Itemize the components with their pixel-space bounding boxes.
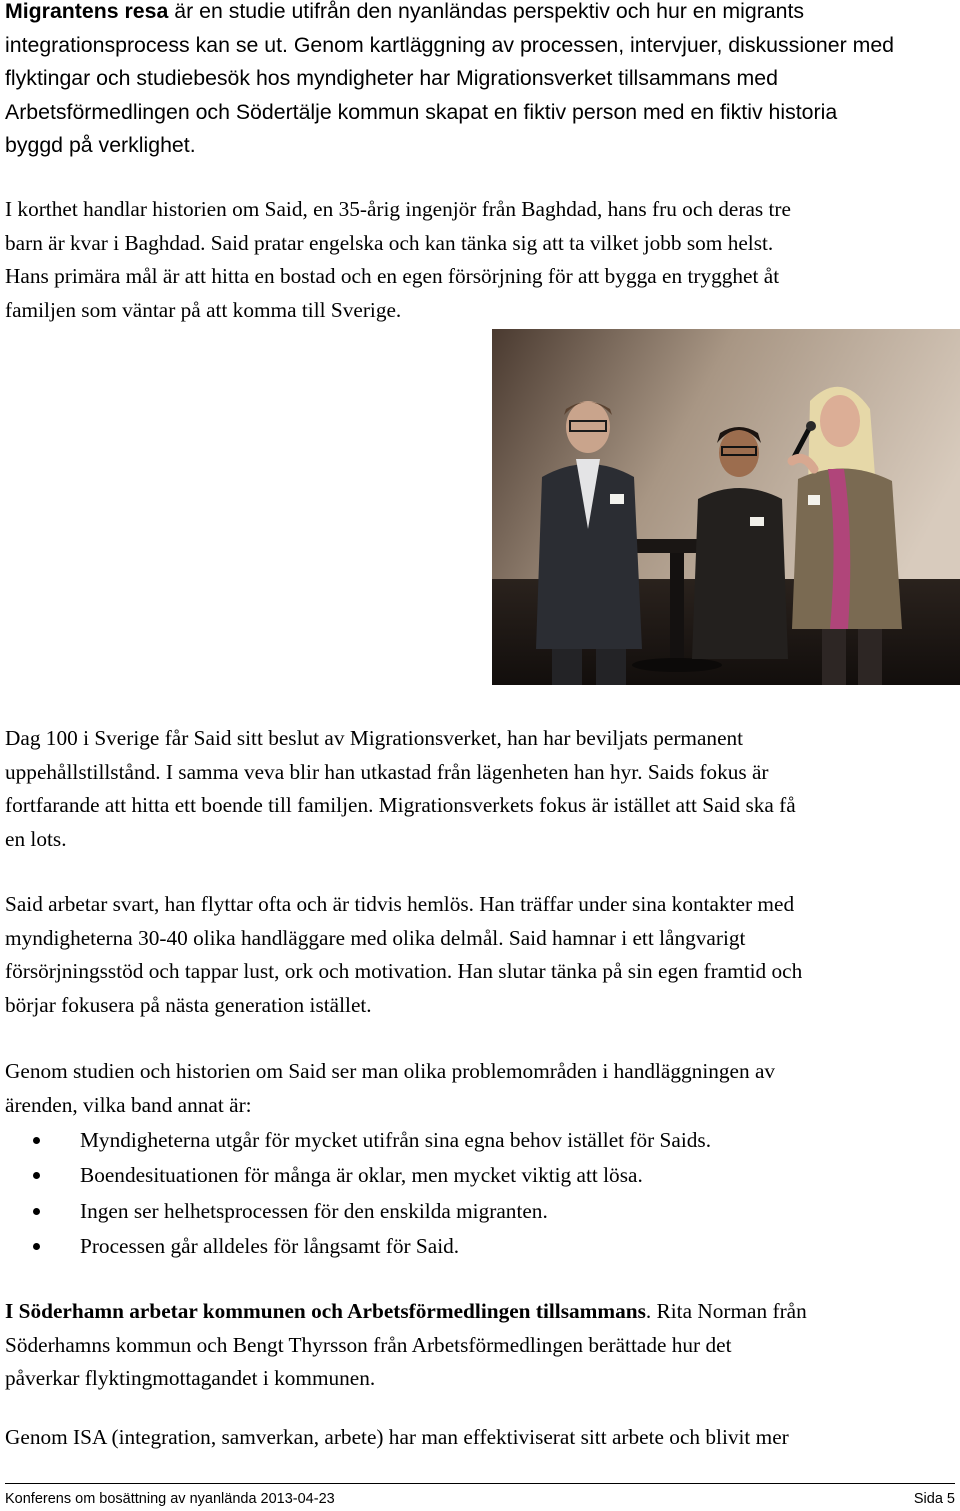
day100-line-3: fortfarande att hitta ett boende till familjen. Migrationsverkets fokus är istället att Said ska få [5,793,796,817]
problem-list [5,1123,955,1264]
story-paragraph [5,193,955,327]
intro-line-2: integrationsprocess kan se ut. Genom kartläggning av processen, intervjuer, diskussioner med [5,32,895,57]
bullet-icon [33,1208,40,1215]
intro-line-5: byggd på verklighet. [5,133,196,157]
soderhamn-line-1-text: . Rita Norman från [645,1299,807,1323]
conference-photo [492,329,960,685]
work-paragraph [5,888,955,1022]
story-line-2: barn är kvar i Baghdad. Said pratar engelska och kan tänka sig att ta vilket jobb som helst. [5,230,774,255]
intro-line-3: flyktingar och studiebesök hos myndigheter har Migrationsverket tillsammans med [5,66,778,90]
study-line-1: Genom studien och historien om Said ser man olika problemområden i handläggningen av [5,1059,776,1083]
intro-line-1 [5,0,955,29]
day100-line-4: en lots. [5,826,67,851]
intro-line-4: Arbetsförmedlingen och Södertälje kommun skapat en fiktiv person med en fiktiv historia [5,99,838,124]
isa-line-1: Genom ISA (integration, samverkan, arbete) har man effektiviserat sitt arbete och blivit mer [5,1425,789,1449]
intro-line-1-text: är en studie utifrån den nyanländas perspektiv och hur en migrants [168,0,805,23]
page-number: Sida 5 [913,1491,955,1507]
list-item-text: Processen går alldeles för långsamt för Said. [80,1233,460,1258]
story-line-4: familjen som väntar på att komma till Sverige. [5,297,402,322]
list-item [5,1158,955,1193]
work-line-3: försörjningsstöd och tappar lust, ork och motivation. Han slutar tänka på sin egen framtid och [5,959,803,983]
list-item-text: Myndigheterna utgår för mycket utifrån sina egna behov istället för Saids. [80,1128,712,1152]
day100-line-1: Dag 100 i Sverige får Said sitt beslut av Migrationsverket, han har beviljats permanent [5,726,744,750]
work-line-4: börjar fokusera på nästa generation istället. [5,992,372,1017]
list-item [5,1123,955,1158]
isa-paragraph [5,1421,955,1455]
footer-conference-title: Konferens om bosättning av nyanlända 2013-04-23 [5,1491,335,1507]
study-line-2: ärenden, vilka band annat är: [5,1092,252,1117]
list-item [5,1229,955,1264]
list-item [5,1194,955,1229]
work-line-2: myndigheterna 30-40 olika handläggare med olika delmål. Said hamnar i ett långvarigt [5,925,746,950]
bullet-icon [33,1172,40,1179]
soderhamn-line-1 [5,1295,955,1329]
bullet-icon [33,1243,40,1250]
soderhamn-heading: I Söderhamn arbetar kommunen och Arbetsförmedlingen tillsammans [5,1299,646,1323]
intro-paragraph [5,0,955,163]
work-line-1: Said arbetar svart, han flyttar ofta och är tidvis hemlös. Han träffar under sina kontakter med [5,892,795,916]
soderhamn-line-2: Söderhamns kommun och Bengt Thyrsson från Arbetsförmedlingen berättade hur det [5,1332,732,1357]
speakers-photo-illustration [492,329,960,685]
bullet-icon [33,1137,40,1144]
footer-divider [5,1483,955,1484]
list-item-text: Ingen ser helhetsprocessen för den enskilda migranten. [80,1198,548,1223]
story-line-3: Hans primära mål är att hitta en bostad och en egen försörjning för att bygga en trygghet åt [5,264,780,288]
soderhamn-line-3: påverkar flyktingmottagandet i kommunen. [5,1366,376,1390]
study-paragraph [5,1055,955,1122]
intro-lead: Migrantens resa [5,0,169,23]
day100-line-2: uppehållstillstånd. I samma veva blir han utkastad från lägenheten han hyr. Saids fokus är [5,759,769,784]
soderhamn-paragraph [5,1295,955,1396]
story-line-1: I korthet handlar historien om Said, en 35-årig ingenjör från Baghdad, hans fru och deras tre [5,197,791,221]
day100-paragraph [5,722,955,856]
page-footer [5,1488,955,1510]
list-item-text: Boendesituationen för många är oklar, men mycket viktig att lösa. [80,1163,643,1188]
